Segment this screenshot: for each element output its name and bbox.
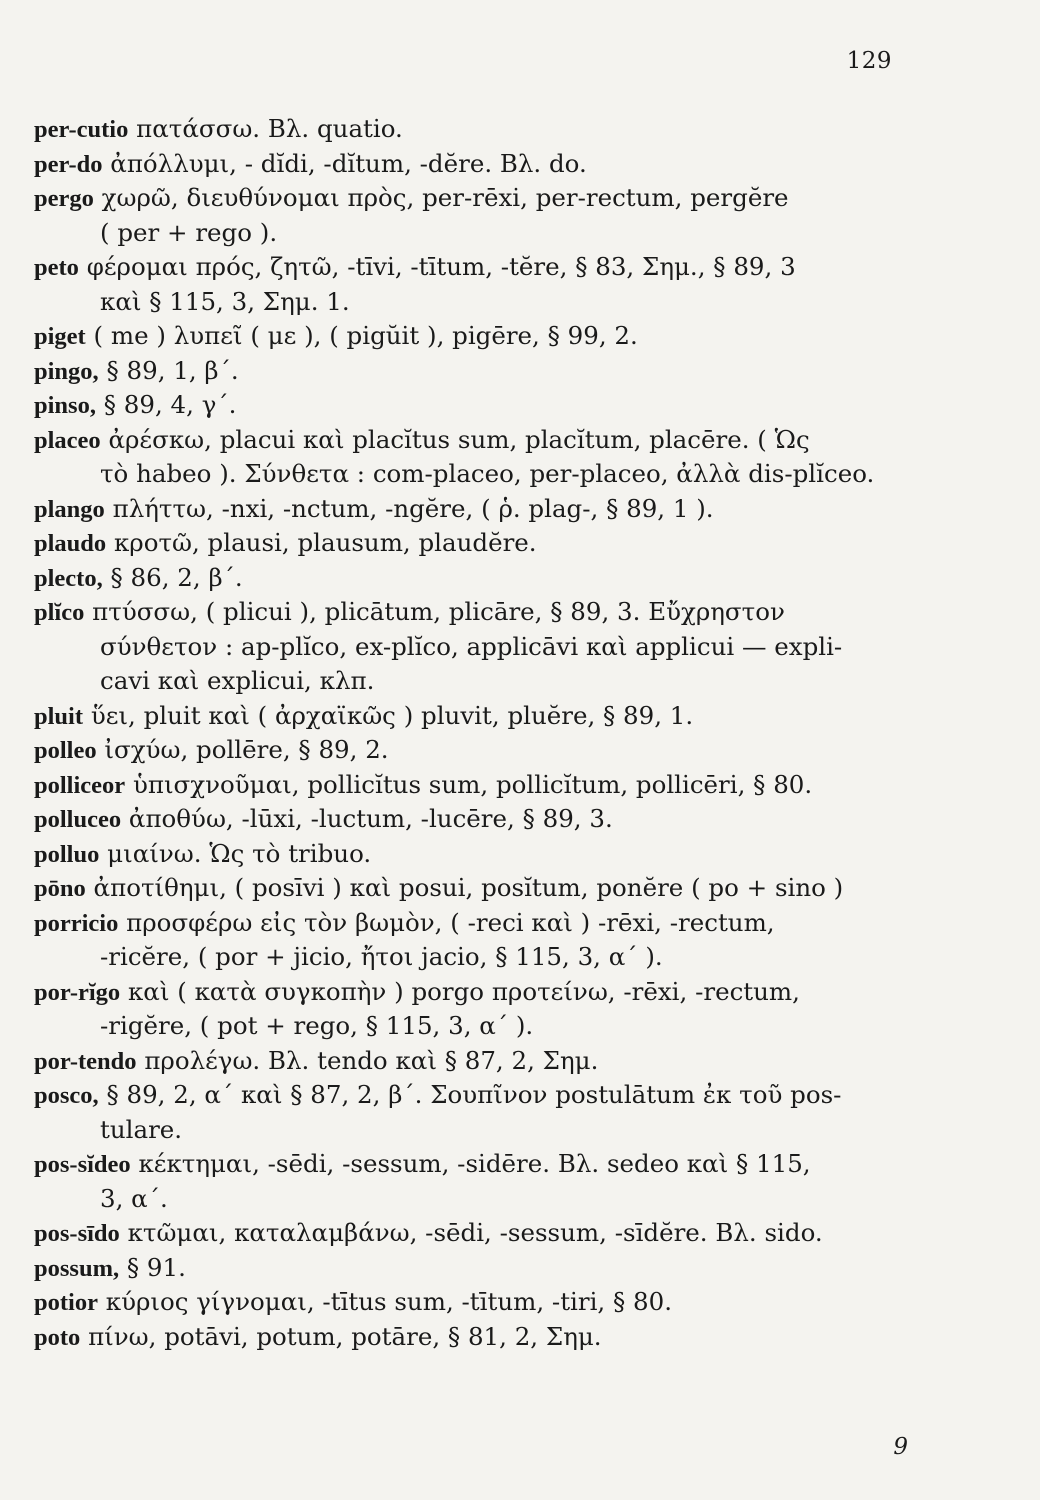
entry-text: σύνθετον : ap-plĭco, ex-plĭco, applicāvi καὶ applicui — expli- <box>100 631 843 661</box>
dictionary-entry-line <box>34 871 908 906</box>
entry-text: πλήττω, -nxi, -nctum, -ngĕre, ( ῥ. plag-, § 89, 1 ). <box>104 493 714 523</box>
dictionary-entry-line <box>34 733 908 768</box>
continuation-line <box>34 630 908 665</box>
entry-text: § 91. <box>119 1252 186 1282</box>
entry-lemma: polluceo <box>34 806 122 833</box>
entry-text: ( per + rego ). <box>100 217 278 247</box>
entry-lemma: pergo <box>34 185 94 212</box>
dictionary-entry-line <box>34 561 908 596</box>
continuation-line <box>34 285 908 320</box>
entry-lemma: plaudo <box>34 530 107 557</box>
dictionary-entry-line <box>34 112 908 147</box>
entry-text: tulare. <box>100 1114 183 1144</box>
entry-lemma: per-cutio <box>34 116 129 143</box>
entry-text: § 89, 1, β΄. <box>98 355 239 385</box>
entry-lemma: pinso, <box>34 392 96 419</box>
dictionary-entry-line <box>34 1320 908 1355</box>
entry-text: κέκτημαι, -sēdi, -sessum, -sidēre. Βλ. sedeo καὶ § 115, <box>130 1149 811 1178</box>
entry-lemma: potior <box>34 1289 98 1316</box>
signature-mark: 9 <box>893 1434 908 1460</box>
entry-text: ( me ) λυπεῖ ( με ), ( pigŭit ), pigēre, § 99, 2. <box>85 321 638 350</box>
dictionary-entry-line <box>34 1285 908 1320</box>
dictionary-entry-line <box>34 250 908 285</box>
entry-text: 3, α΄. <box>100 1183 168 1213</box>
continuation-line <box>34 1009 908 1044</box>
entry-lemma: piget <box>34 323 86 350</box>
entry-text: κτῶμαι, καταλαμβάνω, -sēdi, -sessum, -sīdĕre. Βλ. sido. <box>119 1218 823 1247</box>
entry-text: πίνω, potāvi, potum, potāre, § 81, 2, Σημ. <box>80 1321 602 1351</box>
entry-text: cavi καὶ explicui, κλπ. <box>100 666 375 695</box>
dictionary-entry-line <box>34 595 908 630</box>
entry-lemma: pingo, <box>34 357 99 385</box>
entry-text: ἀρέσκω, placui καὶ placĭtus sum, placĭtum, placēre. ( Ὡς <box>100 424 810 454</box>
dictionary-entry-line <box>34 1251 908 1286</box>
entry-text: ἀπόλλυμι, - dĭdi, -dĭtum, -dĕre. Βλ. do. <box>102 148 587 178</box>
entry-lemma: posco, <box>34 1082 99 1109</box>
dictionary-entry-line <box>34 802 908 837</box>
entry-text: -rigĕre, ( pot + rego, § 115, 3, α΄ ). <box>100 1011 534 1040</box>
entry-lemma: pos-sĭdeo <box>34 1151 131 1178</box>
continuation-line <box>34 940 908 975</box>
dictionary-entry-line <box>34 699 908 734</box>
entry-lemma: placeo <box>34 426 101 454</box>
entry-text: τὸ habeo ). Σύνθετα : com-placeo, per-placeo, ἀλλὰ dis-plĭceo. <box>100 459 875 488</box>
entry-lemma: polliceor <box>34 771 126 799</box>
entry-text: καὶ ( κατὰ συγκοπὴν ) porgo προτείνω, -rēxi, -rectum, <box>120 976 800 1006</box>
entry-text: ἀποθύω, -lūxi, -luctum, -lucēre, § 89, 3. <box>121 804 613 833</box>
dictionary-entry-line <box>34 492 908 527</box>
dictionary-entry-line <box>34 388 908 423</box>
entry-text: κροτῶ, plausi, plausum, plaudĕre. <box>106 528 537 557</box>
entry-text: ἰσχύω, pollēre, § 89, 2. <box>96 735 389 764</box>
entry-lemma: pluit <box>34 702 84 730</box>
entry-lemma: pōno <box>34 875 86 902</box>
dictionary-entry-line <box>34 1044 908 1079</box>
entry-lemma: plecto, <box>34 564 103 592</box>
entry-text: καὶ § 115, 3, Σημ. 1. <box>100 286 350 316</box>
entry-lemma: per-do <box>34 150 103 178</box>
entry-lemma: plango <box>34 495 105 523</box>
continuation-line <box>34 216 908 251</box>
entry-list <box>34 112 908 1354</box>
continuation-line <box>34 1182 908 1217</box>
entry-lemma: possum, <box>34 1254 120 1282</box>
page-number: 129 <box>846 48 892 74</box>
entry-text: μιαίνω. Ὡς τὸ tribuo. <box>99 838 372 868</box>
entry-text: πατάσσω. Βλ. quatio. <box>128 114 403 143</box>
dictionary-entry-line <box>34 1078 908 1113</box>
entry-lemma: por-rĭgo <box>34 978 121 1006</box>
dictionary-entry-line <box>34 1147 908 1182</box>
entry-lemma: porricio <box>34 909 119 937</box>
entry-text: ὕει, pluit καὶ ( ἀρχαϊκῶς ) pluvit, pluĕre, § 89, 1. <box>83 700 694 730</box>
entry-text: κύριος γίγνομαι, -tītus sum, -tītum, -tiri, § 80. <box>97 1287 672 1316</box>
entry-lemma: plĭco <box>34 599 85 626</box>
dictionary-entry-line <box>34 768 908 803</box>
entry-text: -ricĕre, ( por + jicio, ἤτοι jacio, § 115, 3, α΄ ). <box>100 942 663 971</box>
entry-text: ὑπισχνοῦμαι, pollicĭtus sum, pollicĭtum, pollicēri, § 80. <box>125 769 813 799</box>
entry-text: § 89, 4, γ΄. <box>95 390 237 419</box>
dictionary-entry-line <box>34 906 908 941</box>
entry-lemma: por-tendo <box>34 1047 137 1075</box>
continuation-line <box>34 1113 908 1148</box>
dictionary-entry-line <box>34 1216 908 1251</box>
dictionary-entry-line <box>34 975 908 1010</box>
entry-lemma: polleo <box>34 737 97 764</box>
dictionary-entry-line <box>34 837 908 872</box>
entry-text: ἀποτίθημι, ( posīvi ) καὶ posui, posĭtum, ponĕre ( po + sino ) <box>85 873 844 902</box>
dictionary-entry-line <box>34 147 908 182</box>
entry-text: πτύσσω, ( plicui ), plicātum, plicāre, § 89, 3. Εὔχρηστον <box>84 597 785 626</box>
dictionary-entry-line <box>34 526 908 561</box>
continuation-line <box>34 664 908 699</box>
entry-text: προλέγω. Βλ. tendo καὶ § 87, 2, Σημ. <box>136 1045 599 1075</box>
dictionary-entry-line <box>34 423 908 458</box>
continuation-line <box>34 457 908 492</box>
entry-text: χωρῶ, διευθύνομαι πρὸς, per-rēxi, per-rectum, pergĕre <box>93 183 789 212</box>
entry-lemma: pos-sīdo <box>34 1220 120 1247</box>
entry-lemma: peto <box>34 254 79 281</box>
entry-text: φέρομαι πρός, ζητῶ, -tīvi, -tītum, -tĕre, § 83, Σημ., § 89, 3 <box>78 252 796 281</box>
entry-text: § 86, 2, β΄. <box>102 562 243 592</box>
dictionary-entry-line <box>34 181 908 216</box>
entry-text: § 89, 2, α΄ καὶ § 87, 2, β΄. Σουπῖνον postulātum ἐκ τοῦ pos- <box>98 1080 842 1109</box>
dictionary-entry-line <box>34 319 908 354</box>
entry-lemma: polluo <box>34 840 100 868</box>
entry-lemma: poto <box>34 1323 81 1351</box>
entry-text: προσφέρω εἰς τὸν βωμὸν, ( -reci καὶ ) -rēxi, -rectum, <box>118 907 775 937</box>
dictionary-entry-line <box>34 354 908 389</box>
